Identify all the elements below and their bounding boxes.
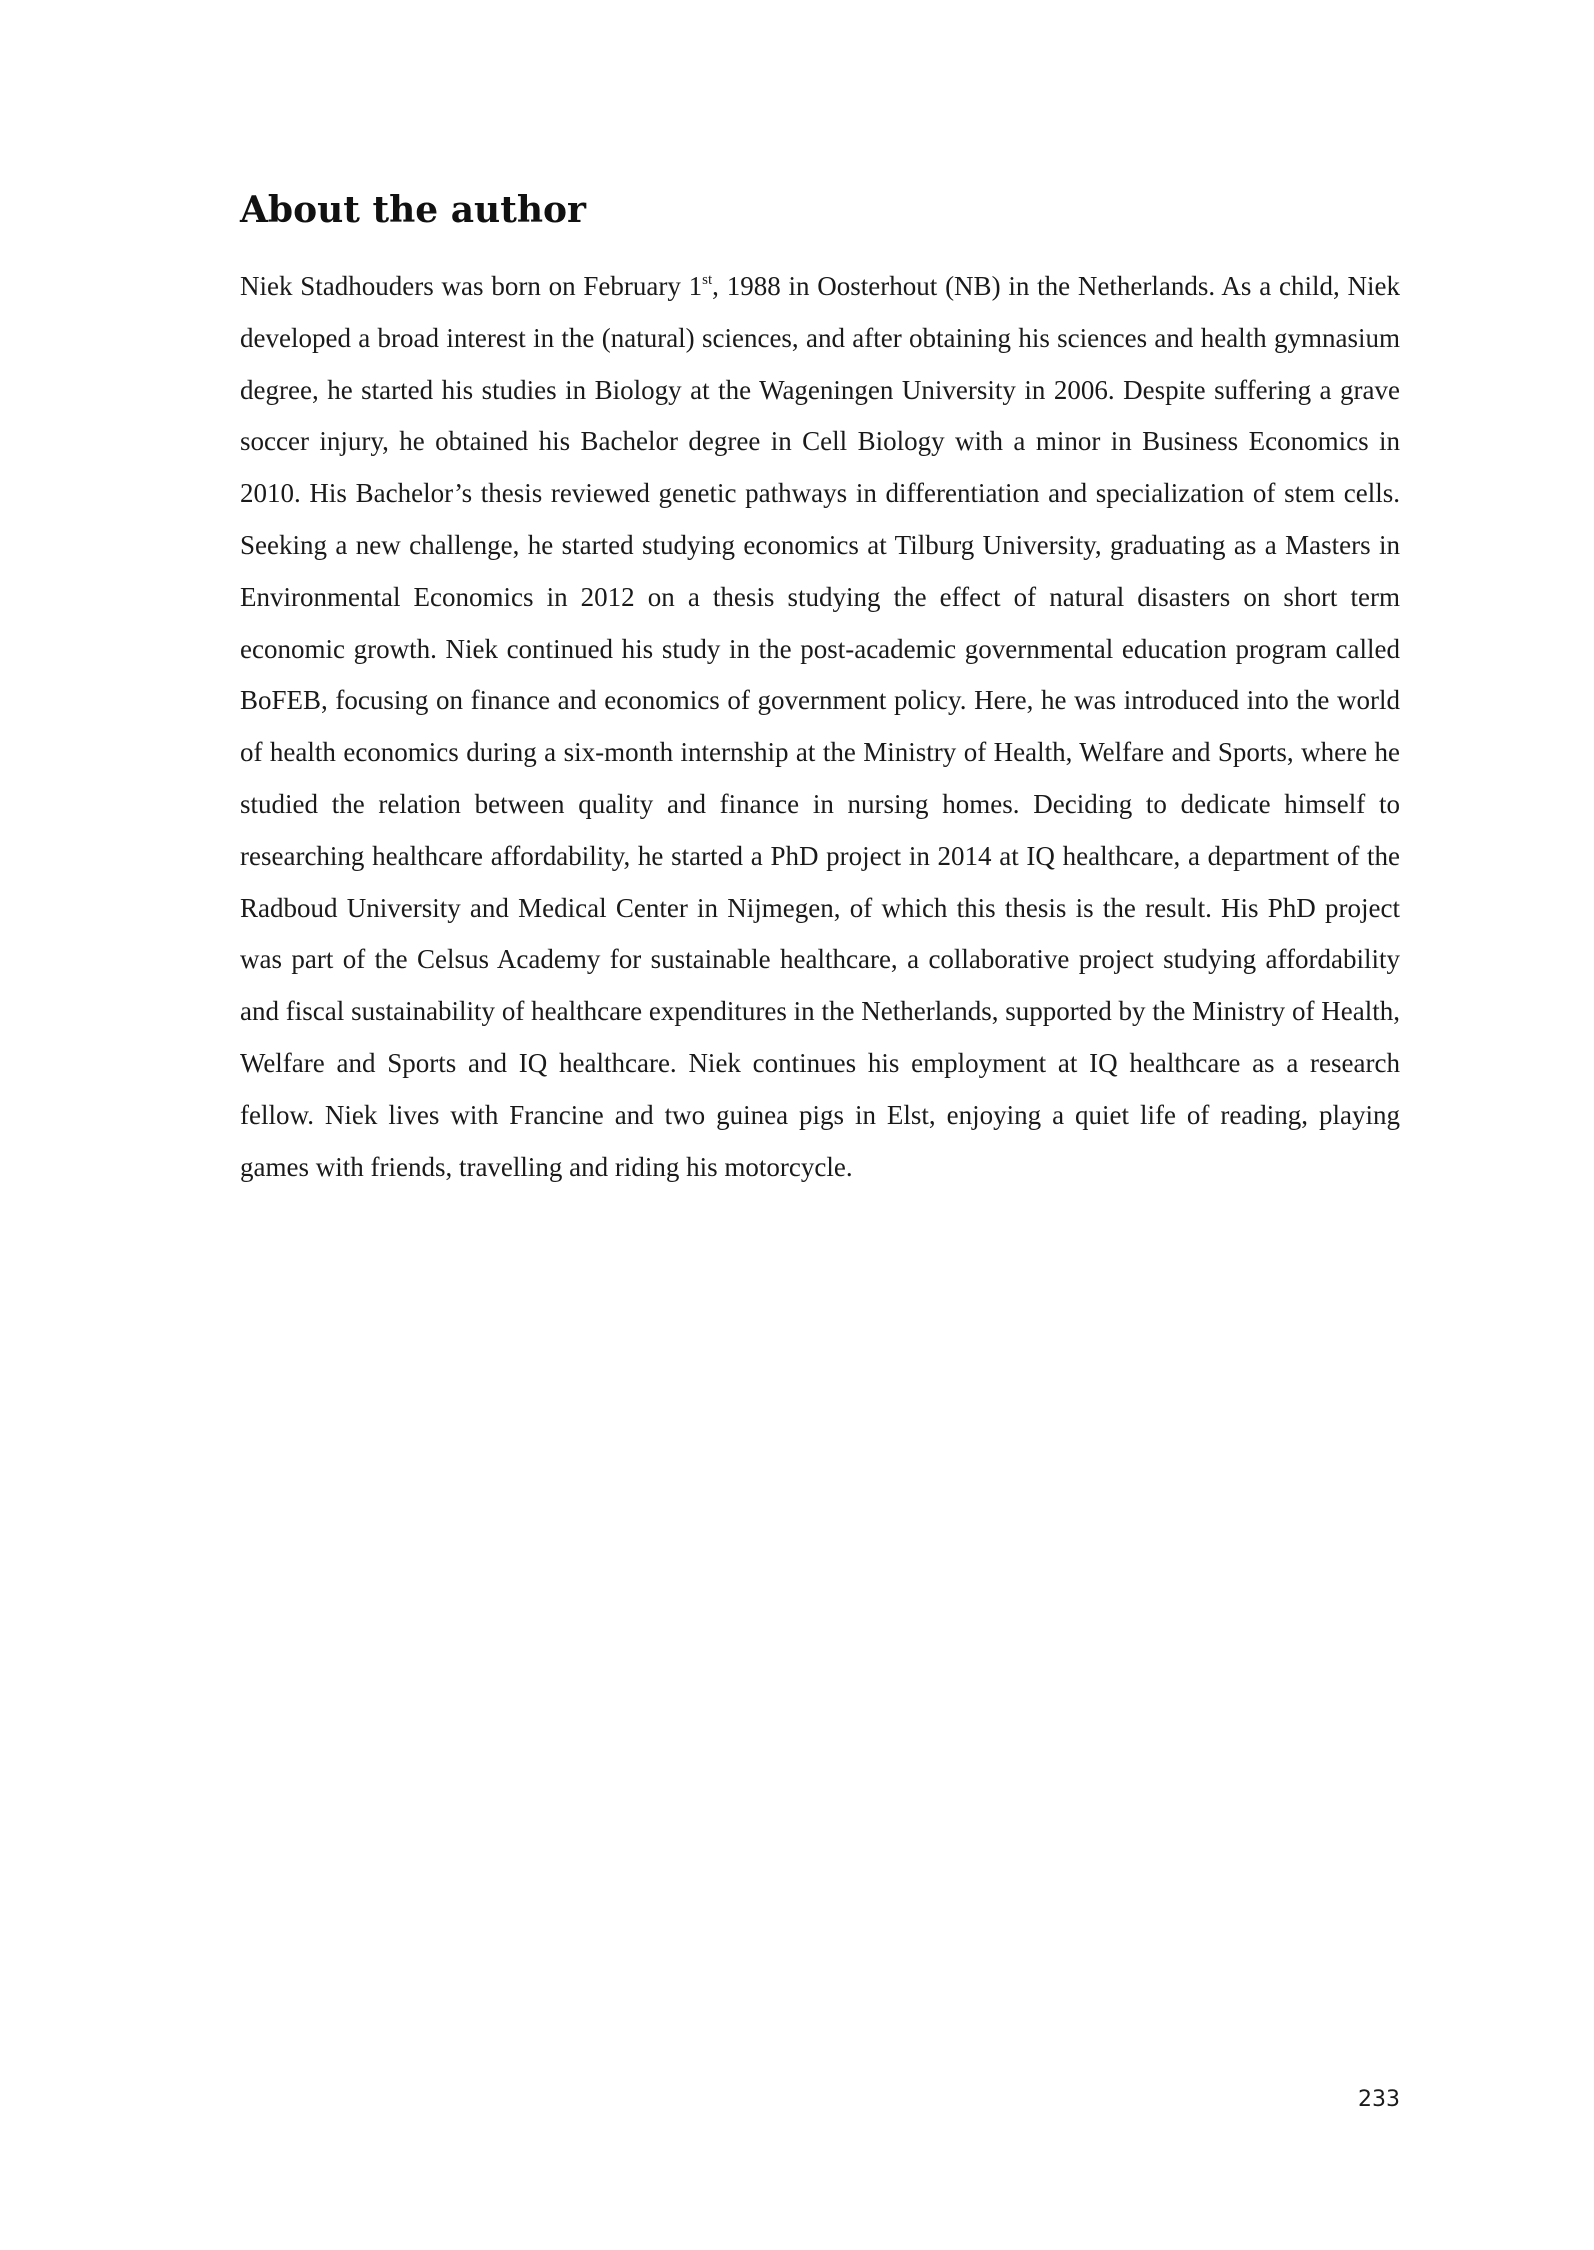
biography-intro: Niek Stadhouders was born on February 1: [240, 271, 703, 301]
page-number: 233: [1358, 2087, 1400, 2112]
ordinal-superscript: st: [702, 272, 713, 288]
biography-text: , 1988 in Oosterhout (NB) in the Netherlands. As a child, Niek developed a broad interest in the (natural) sciences, and after obtaining his sciences and health gymnasium degree, he started his studies in Biology at the Wageningen University in 2006. Despite suffering a grave soccer injury, he obtained his Bachelor degree in Cell Biology with a minor in Business Economics in 2010. His Bachelor’s thesis reviewed genetic pathways in differentiation and specialization of stem cells. Seeking a new challenge, he started studying economics at Tilburg University, graduating as a Masters in Environmental Economics in 2012 on a thesis studying the effect of natural disasters on short term economic growth. Niek continued his study in the post-academic governmental education program called BoFEB, focusing on finance and economics of government policy. Here, he was introduced into the world of health economics during a six-month internship at the Ministry of Health, Welfare and Sports, where he studied the relation between quality and finance in nursing homes. Deciding to dedicate himself to researching healthcare affordability, he started a PhD project in 2014 at IQ healthcare, a department of the Radboud University and Medical Center in Nijmegen, of which this thesis is the result. His PhD project was part of the Celsus Academy for sustainable healthcare, a collaborative project studying affordability and fiscal sustainability of healthcare expenditures in the Netherlands, supported by the Ministry of Health, Welfare and Sports and IQ healthcare. Niek continues his employment at IQ healthcare as a research fellow. Niek lives with Francine and two guinea pigs in Elst, enjoying a quiet life of reading, playing games with friends, travelling and riding his motorcycle.: [240, 271, 1400, 1182]
page-title: About the author: [240, 189, 586, 231]
author-biography: [240, 261, 1400, 1193]
